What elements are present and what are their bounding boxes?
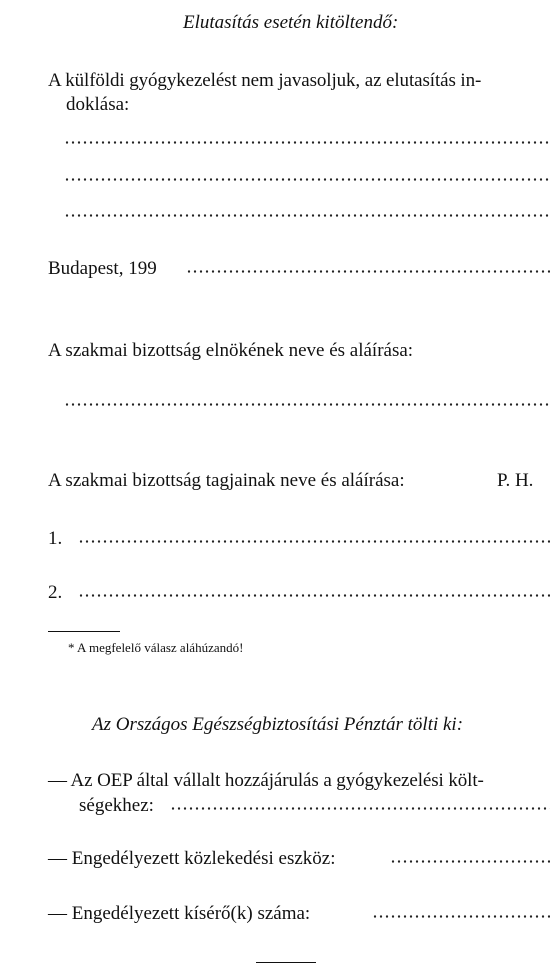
members-signature-label: A szakmai bizottság tagjainak neve és aláírása: <box>48 470 405 491</box>
footnote-text: A megfelelő válasz aláhúzandó! <box>77 640 244 655</box>
place-date-label: Budapest, 199 <box>48 258 157 279</box>
stamp-label: P. H. <box>497 470 534 491</box>
footnote <box>68 640 243 655</box>
chair-signature-label: A szakmai bizottság elnökének neve és aláírása: <box>48 340 414 361</box>
transport-field[interactable] <box>390 860 550 863</box>
rejection-text-line1: A külföldi gyógykezelést nem javasoljuk, az elutasítás in- <box>48 70 482 91</box>
oep-item3: — Engedélyezett kísérő(k) száma: <box>48 903 311 924</box>
rejection-text-line2: doklása: <box>66 94 130 115</box>
member-2-number: 2. <box>48 582 63 603</box>
chair-signature-field[interactable] <box>64 403 550 406</box>
bottom-divider <box>256 962 316 963</box>
date-field[interactable] <box>186 270 550 273</box>
reason-field-line-3[interactable] <box>64 214 550 217</box>
oep-item1-line2: ségekhez: <box>79 795 154 816</box>
footnote-marker: * <box>68 640 75 655</box>
rejection-heading: Elutasítás esetén kitöltendő: <box>183 12 399 33</box>
oep-item2: — Engedélyezett közlekedési eszköz: <box>48 848 336 869</box>
contribution-field[interactable] <box>170 807 550 810</box>
reason-field-line-1[interactable] <box>64 141 550 144</box>
oep-heading: Az Országos Egészségbiztosítási Pénztár tölti ki: <box>92 714 464 735</box>
footnote-divider <box>48 631 120 632</box>
member-1-number: 1. <box>48 528 63 549</box>
oep-item1-line1: — Az OEP által vállalt hozzájárulás a gyógykezelési költ- <box>48 770 484 791</box>
companions-field[interactable] <box>372 915 550 918</box>
member-2-field[interactable] <box>78 594 550 597</box>
member-1-field[interactable] <box>78 540 550 543</box>
reason-field-line-2[interactable] <box>64 178 550 181</box>
